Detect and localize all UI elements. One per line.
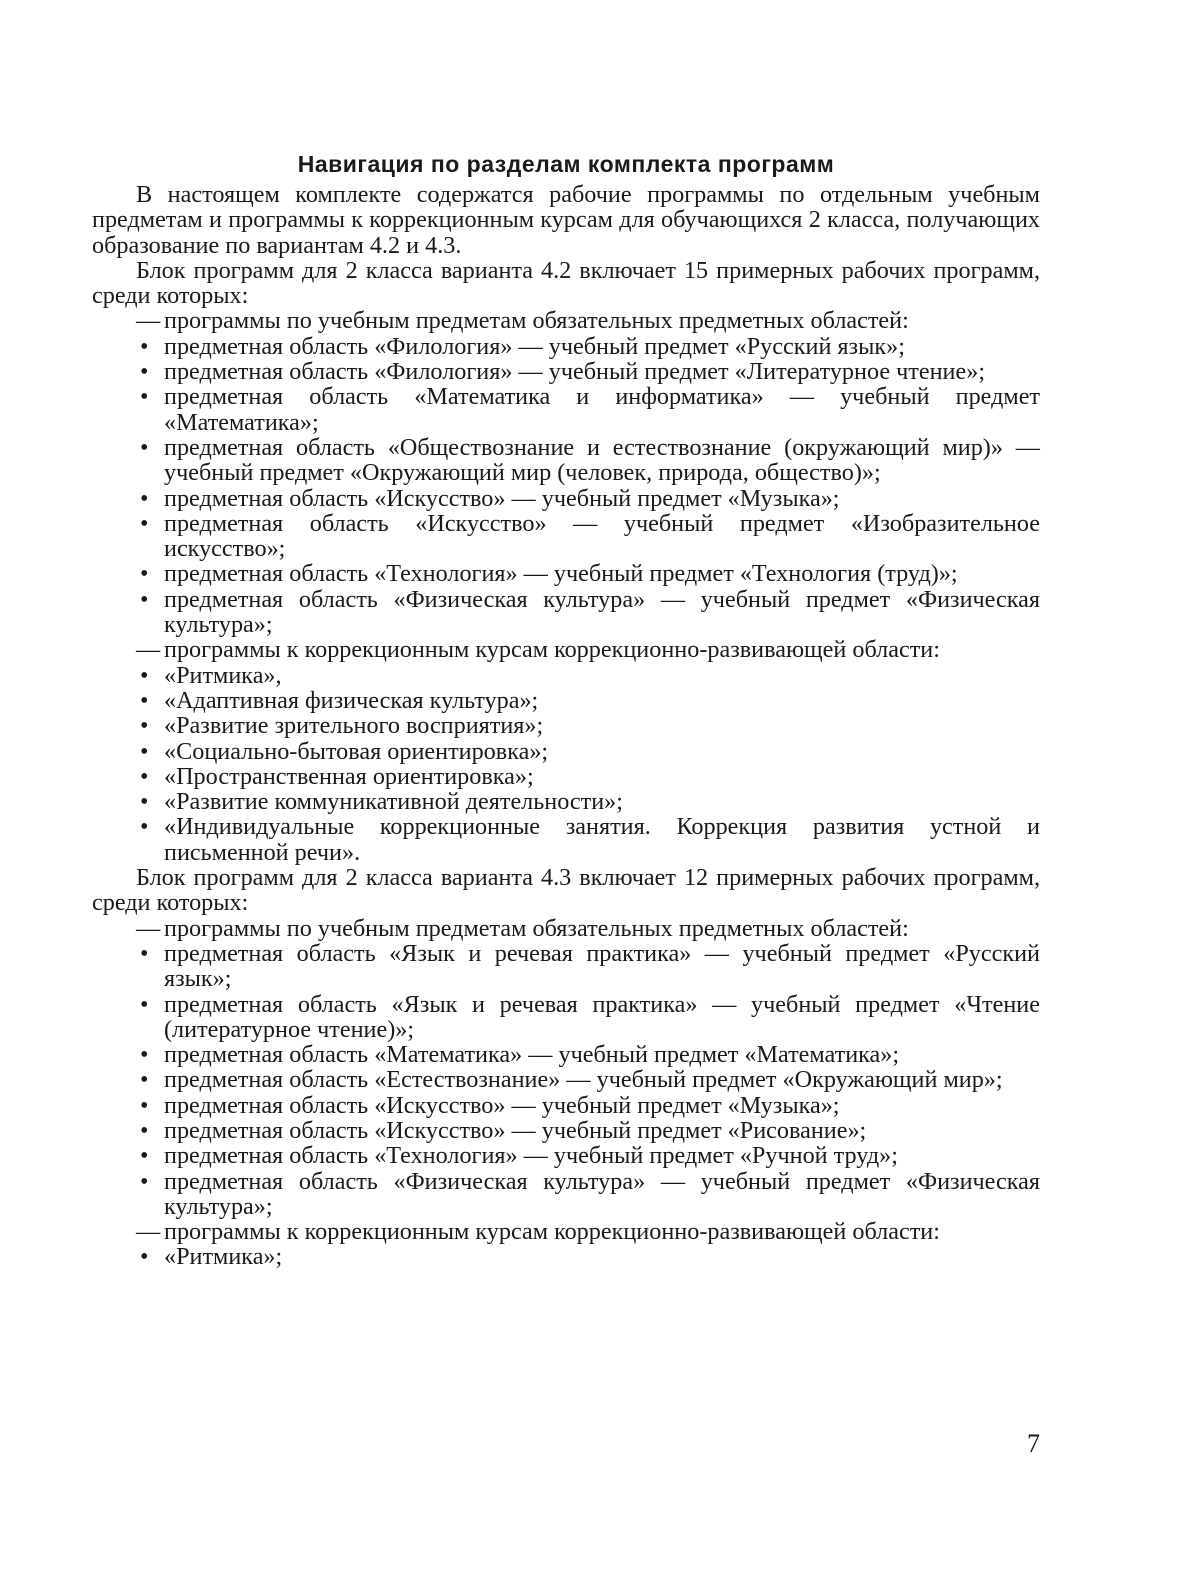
dash-marker: — bbox=[136, 914, 161, 942]
bullet-item-text: предметная область «Физическая культура» — учебный предмет «Физическая культура»; bbox=[164, 585, 1040, 639]
bullet-list-item bbox=[92, 1093, 1040, 1118]
bullet-list-item bbox=[92, 789, 1040, 814]
bullet-marker: • bbox=[140, 1091, 149, 1119]
bullet-marker: • bbox=[140, 1167, 149, 1195]
bullet-item-text: предметная область «Искусство» — учебный предмет «Рисование»; bbox=[164, 1116, 867, 1144]
bullet-item-text: «Пространственная ориентировка»; bbox=[164, 762, 534, 790]
dash-item-text: программы к коррекционным курсам коррекционно-развивающей области: bbox=[164, 636, 940, 664]
bullet-marker: • bbox=[140, 661, 149, 689]
bullet-marker: • bbox=[140, 383, 149, 411]
bullet-item-text: предметная область «Язык и речевая практика» — учебный предмет «Русский язык»; bbox=[164, 939, 1040, 993]
bullet-marker: • bbox=[140, 686, 149, 714]
bullet-marker: • bbox=[140, 1116, 149, 1144]
bullet-marker: • bbox=[140, 1041, 149, 1069]
bullet-item-text: «Индивидуальные коррекционные занятия. Коррекция развития устной и письменной речи». bbox=[164, 813, 1040, 866]
dash-marker: — bbox=[136, 636, 161, 664]
bullet-item-text: предметная область «Математика» — учебный предмет «Математика»; bbox=[164, 1041, 900, 1069]
bullet-list-item bbox=[92, 713, 1040, 738]
dash-item-text: программы по учебным предметам обязательных предметных областей: bbox=[164, 307, 909, 335]
bullet-list-item bbox=[92, 1244, 1040, 1269]
bullet-item-text: предметная область «Естествознание» — учебный предмет «Окружающий мир»; bbox=[164, 1066, 1003, 1094]
bullet-item-text: предметная область «Искусство» — учебный предмет «Музыка»; bbox=[164, 1091, 840, 1119]
bullet-marker: • bbox=[140, 1066, 149, 1094]
dash-marker: — bbox=[136, 1218, 161, 1246]
bullet-list-item bbox=[92, 587, 1040, 638]
bullet-list-item bbox=[92, 384, 1040, 435]
bullet-marker: • bbox=[140, 560, 149, 588]
bullet-item-text: «Социально-бытовая ориентировка»; bbox=[164, 737, 549, 765]
dash-list-item bbox=[92, 916, 1040, 941]
dash-list-item bbox=[92, 1219, 1040, 1244]
dash-list-item bbox=[92, 308, 1040, 333]
bullet-list-item bbox=[92, 941, 1040, 992]
bullet-list-item bbox=[92, 739, 1040, 764]
paragraph bbox=[92, 182, 1040, 258]
paragraph-text: Блок программ для 2 класса варианта 4.3 включает 12 примерных рабочих программ, среди которых: bbox=[92, 864, 1040, 917]
bullet-list-item bbox=[92, 688, 1040, 713]
bullet-marker: • bbox=[140, 1142, 149, 1170]
dash-item-text: программы к коррекционным курсам коррекционно-развивающей области: bbox=[164, 1218, 940, 1246]
bullet-item-text: предметная область «Филология» — учебный предмет «Русский язык»; bbox=[164, 332, 905, 360]
bullet-list-item bbox=[92, 359, 1040, 384]
bullet-marker: • bbox=[140, 737, 149, 765]
page-content bbox=[92, 148, 1040, 1270]
bullet-marker: • bbox=[140, 990, 149, 1018]
bullet-list-item bbox=[92, 1067, 1040, 1092]
bullet-item-text: предметная область «Филология» — учебный предмет «Литературное чтение»; bbox=[164, 358, 986, 386]
bullet-item-text: «Адаптивная физическая культура»; bbox=[164, 686, 539, 714]
bullet-list-item bbox=[92, 764, 1040, 789]
section-heading: Навигация по разделам комплекта программ bbox=[297, 151, 835, 177]
bullet-list-item bbox=[92, 1143, 1040, 1168]
bullet-marker: • bbox=[140, 939, 149, 967]
bullet-marker: • bbox=[140, 1243, 149, 1271]
bullet-item-text: «Ритмика»; bbox=[164, 1243, 283, 1271]
page-number: 7 bbox=[1027, 1429, 1040, 1458]
bullet-item-text: предметная область «Язык и речевая практика» — учебный предмет «Чтение (литературное чтение)»; bbox=[164, 990, 1040, 1043]
bullet-item-text: «Развитие коммуникативной деятельности»; bbox=[164, 788, 623, 816]
bullet-item-text: «Развитие зрительного восприятия»; bbox=[164, 712, 544, 740]
bullet-marker: • bbox=[140, 433, 149, 461]
bullet-list-item bbox=[92, 435, 1040, 486]
bullet-list-item bbox=[92, 663, 1040, 688]
bullet-item-text: предметная область «Технология» — учебный предмет «Технология (труд)»; bbox=[164, 560, 958, 588]
bullet-list-item bbox=[92, 992, 1040, 1043]
paragraph bbox=[92, 865, 1040, 916]
dash-list-item bbox=[92, 637, 1040, 662]
bullet-item-text: предметная область «Искусство» — учебный предмет «Музыка»; bbox=[164, 484, 840, 512]
bullet-item-text: предметная область «Технология» — учебный предмет «Ручной труд»; bbox=[164, 1142, 898, 1170]
bullet-marker: • bbox=[140, 813, 149, 841]
bullet-marker: • bbox=[140, 762, 149, 790]
paragraph-text: Блок программ для 2 класса варианта 4.2 включает 15 примерных рабочих программ, среди которых: bbox=[92, 256, 1040, 310]
paragraph bbox=[92, 258, 1040, 309]
bullet-marker: • bbox=[140, 332, 149, 360]
bullet-list-item bbox=[92, 814, 1040, 865]
bullet-list-item bbox=[92, 1042, 1040, 1067]
dash-marker: — bbox=[136, 307, 161, 335]
dash-item-text: программы по учебным предметам обязательных предметных областей: bbox=[164, 914, 909, 942]
paragraph-text: В настоящем комплекте содержатся рабочие программы по отдельным учебным предметам и программы к коррекционным курсам для обучающихся 2 класса, получающих образование по вариантам 4.2 и 4.3. bbox=[92, 181, 1040, 259]
bullet-marker: • bbox=[140, 788, 149, 816]
body-text bbox=[92, 182, 1040, 1270]
bullet-list-item bbox=[92, 334, 1040, 359]
bullet-item-text: предметная область «Обществознание и естествознание (окружающий мир)» — учебный предмет «Окружающий мир (человек, природа, общество)»; bbox=[164, 433, 1040, 487]
bullet-marker: • bbox=[140, 509, 149, 537]
bullet-list-item bbox=[92, 486, 1040, 511]
bullet-item-text: предметная область «Математика и информатика» — учебный предмет «Математика»; bbox=[164, 383, 1040, 436]
bullet-item-text: «Ритмика», bbox=[164, 661, 282, 689]
bullet-list-item bbox=[92, 561, 1040, 586]
bullet-marker: • bbox=[140, 712, 149, 740]
bullet-marker: • bbox=[140, 358, 149, 386]
bullet-marker: • bbox=[140, 484, 149, 512]
bullet-list-item bbox=[92, 1118, 1040, 1143]
bullet-marker: • bbox=[140, 585, 149, 613]
bullet-list-item bbox=[92, 511, 1040, 562]
bullet-item-text: предметная область «Искусство» — учебный предмет «Изобразительное искусство»; bbox=[164, 509, 1040, 563]
bullet-list-item bbox=[92, 1169, 1040, 1220]
bullet-item-text: предметная область «Физическая культура» — учебный предмет «Физическая культура»; bbox=[164, 1167, 1040, 1220]
